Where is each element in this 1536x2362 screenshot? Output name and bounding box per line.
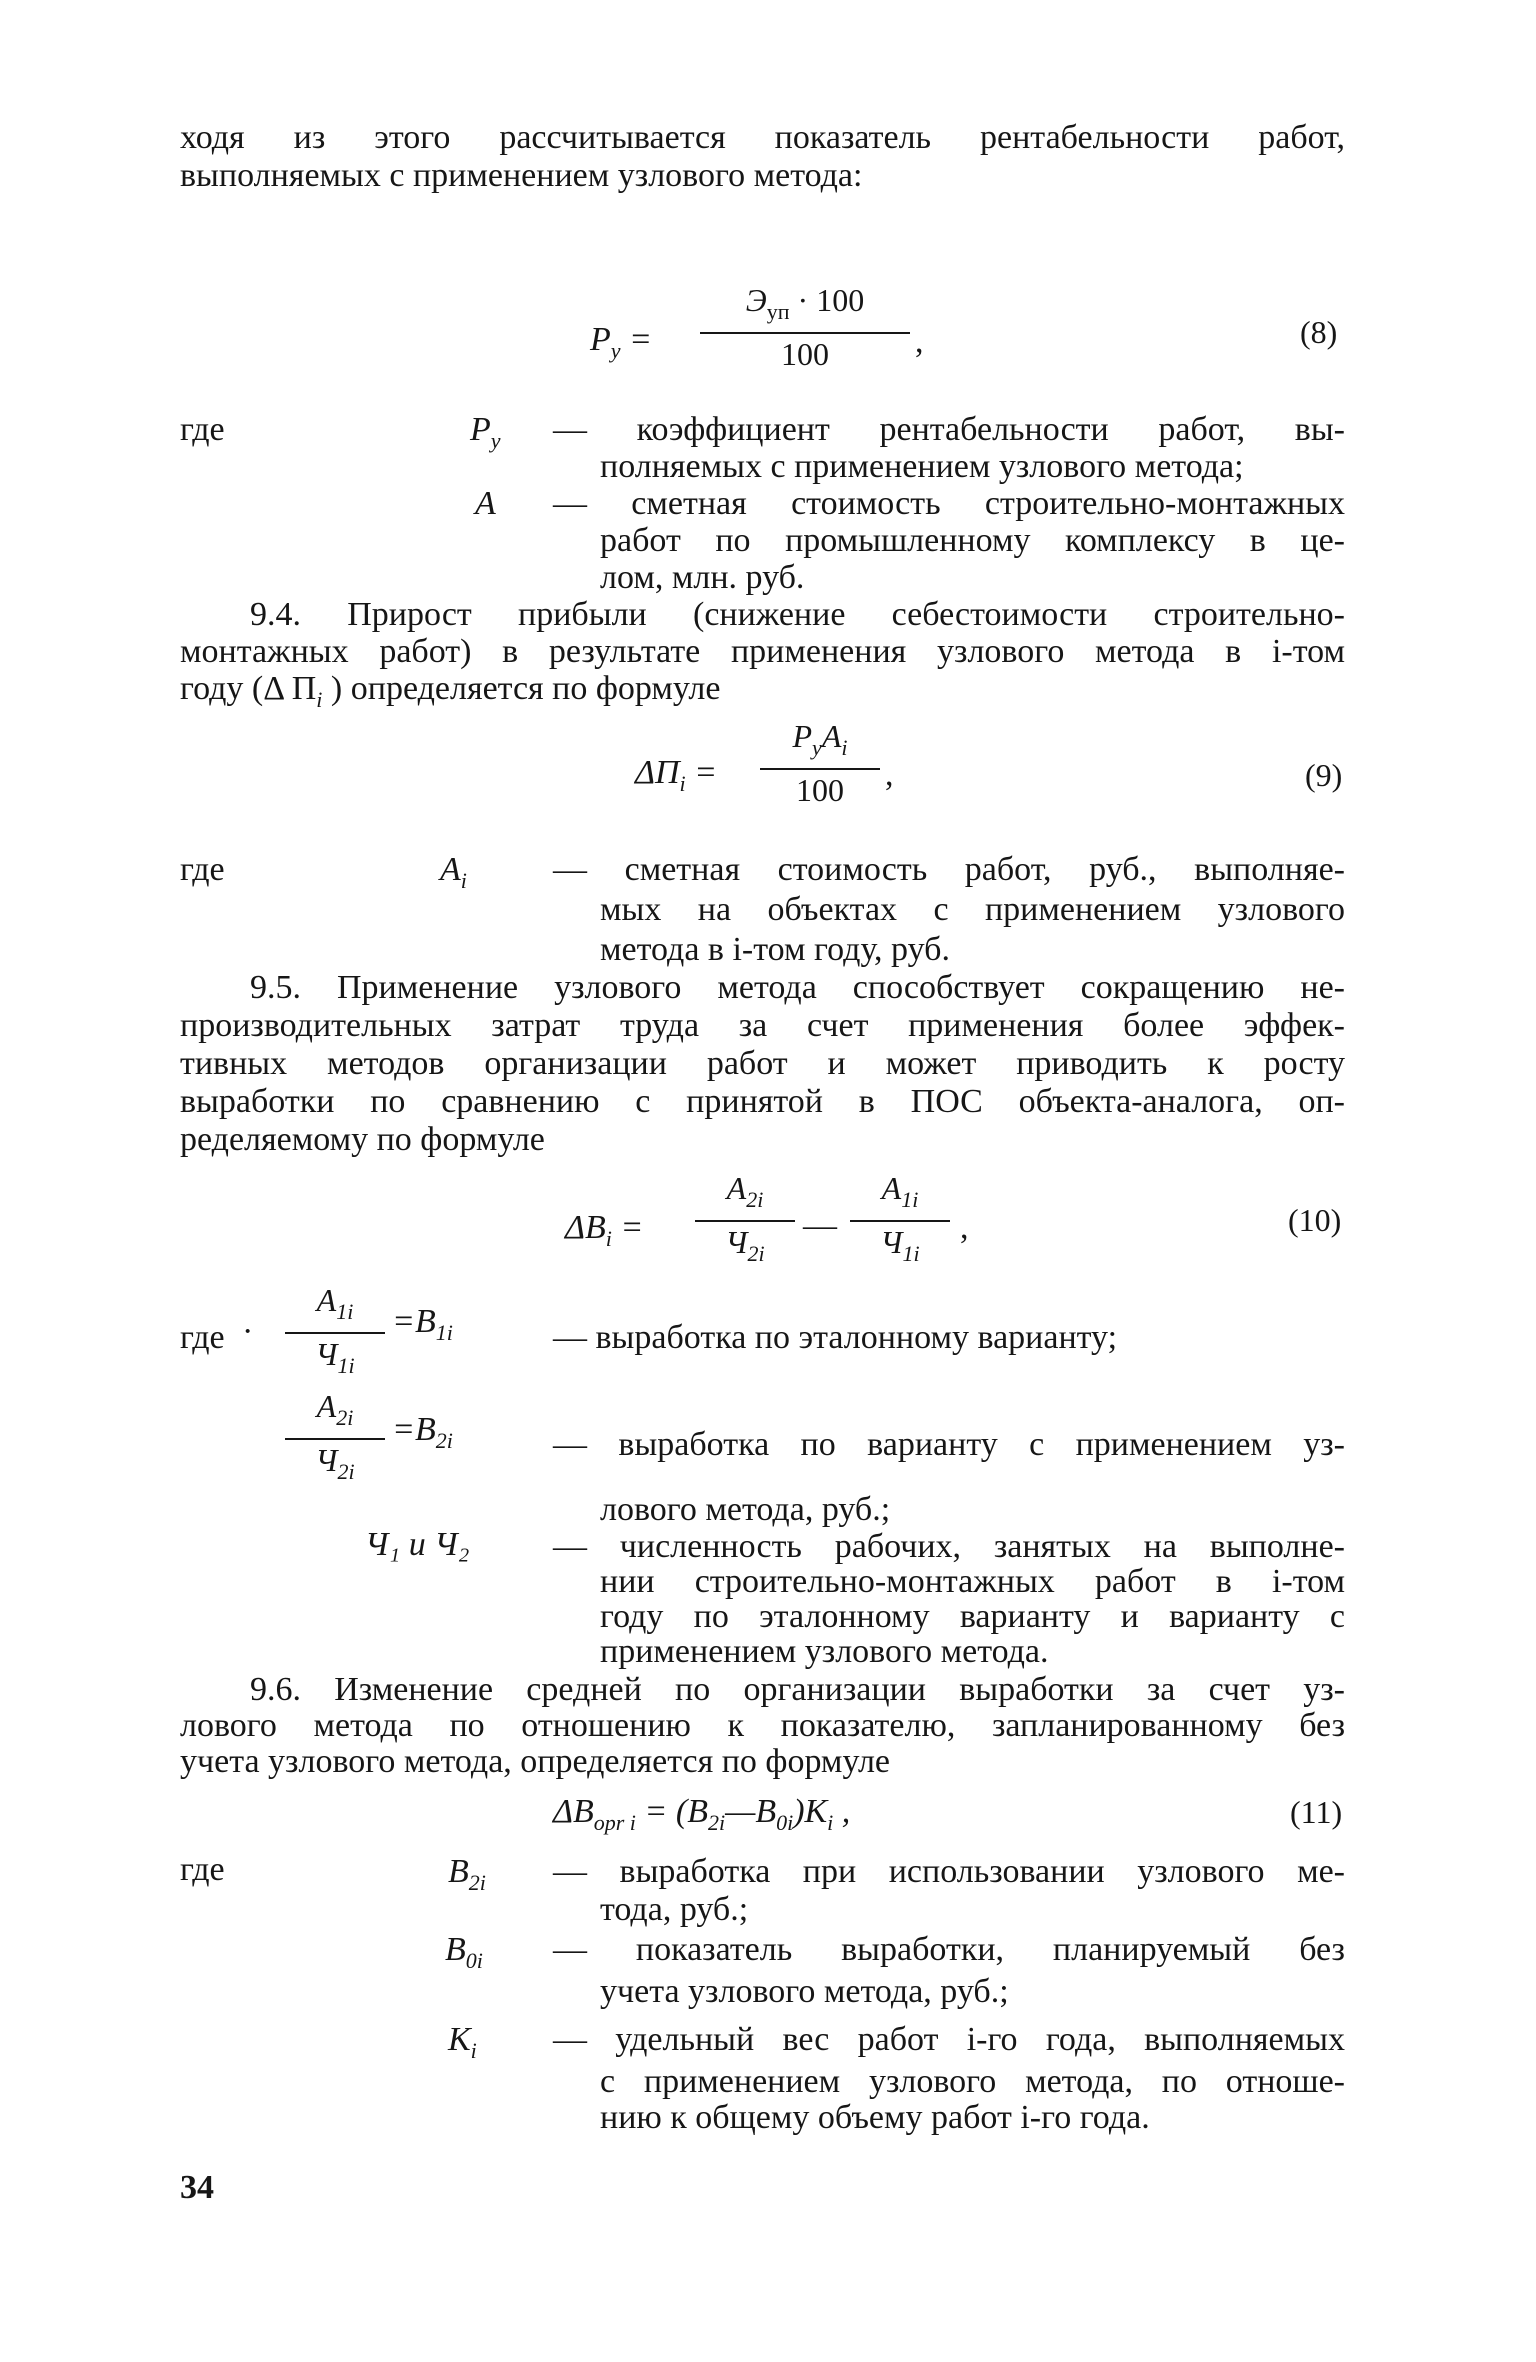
where10-def-1: — выработка по эталонному варианту; <box>553 1319 1118 1356</box>
where10-fraction-1: $А_{1i}$ $Ч_{1i}$ <box>285 1282 385 1384</box>
eq9-lhs: $\Delta П_i$ = <box>635 754 718 796</box>
eq10-lhs: $\Delta В_i$ = <box>565 1209 644 1251</box>
where11-sym-2: $В_{0i}$ <box>445 1931 483 1973</box>
where8-def-1-line-1: — коэффициент рентабельности работ, вы- <box>553 411 1345 448</box>
p94-line-3: году (Δ $П_i$ ) определяется по формуле <box>180 670 721 712</box>
where8-def-2-line-2: работ по промышленному комплексу в це- <box>600 522 1345 559</box>
where11-def-1-line-2: тода, руб.; <box>600 1891 749 1928</box>
p94-line-1: 9.4. Прирост прибыли (снижение себестоимости строительно- <box>250 596 1345 633</box>
where11-def-3-line-1: — удельный вес работ i-го года, выполняемых <box>553 2021 1345 2058</box>
where10-def-3-line-1: — численность рабочих, занятых на выполне- <box>553 1528 1345 1565</box>
p95-line-2: производительных затрат труда за счет применения более эффек- <box>180 1007 1345 1044</box>
where10-def-2-line-2: лового метода, руб.; <box>600 1491 891 1528</box>
where8-def-2-line-3: лом, млн. руб. <box>600 559 805 596</box>
where9-line-3: метода в i-том году, руб. <box>600 931 950 968</box>
where10-def-3-line-3: году по эталонному варианту и варианту с <box>600 1598 1345 1635</box>
where11-gde: где <box>180 1851 225 1888</box>
where8-def-1-line-2: полняемых с применением узлового метода; <box>600 448 1244 485</box>
p95-line-1: 9.5. Применение узлового метода способствует сокращению не- <box>250 969 1345 1006</box>
p96-line-3: учета узлового метода, определяется по формуле <box>180 1743 891 1780</box>
equation-11: $\Delta В_{opr i}$ = $(В_{2i}—В_{0i})К_i$ , <box>553 1793 851 1835</box>
where10-def-2-line-1: — выработка по варианту с применением уз- <box>553 1426 1345 1463</box>
eq10-fraction-2: $А_{1i}$ $Ч_{1i}$ <box>850 1170 950 1272</box>
where11-def-2-line-1: — показатель выработки, планируемый без <box>553 1931 1345 1968</box>
where10-def-3-line-2: нии строительно-монтажных работ в i-том <box>600 1563 1345 1600</box>
eq8-fraction: $Э_{уп} \cdot 100$ 100 <box>700 282 910 372</box>
where10-rhs-2: $=В_{2i}$ <box>392 1411 453 1453</box>
where11-def-1-line-1: — выработка при использовании узлового ме- <box>553 1853 1345 1890</box>
where8-sym-2: А <box>475 485 496 522</box>
eq9-fraction: $Р_уА_i$ 100 <box>760 718 880 808</box>
where9-gde: где <box>180 851 225 888</box>
where9-line-2: мых на объектах с применением узлового <box>600 891 1345 928</box>
where10-gde: где <box>180 1319 225 1356</box>
where8-gde: где <box>180 411 225 448</box>
p94-line-2: монтажных работ) в результате применения узлового метода в i-том <box>180 633 1345 670</box>
intro-line-2: выполняемых с применением узлового метода: <box>180 157 863 194</box>
p95-line-5: ределяемому по формуле <box>180 1121 545 1158</box>
document-page: ходя из этого рассчитывается показатель рентабельности работ, выполняемых с применением узлового метода: $Р_у$ = $Э_{уп} \cdot 100$ 100 , (8) где $Р_у$ — коэффициент рентабельности работ, вы- полняемых с применением узлового метода; А — сметная стоимость строительно-монтажных работ по промышленному комплексу в це- лом, млн. руб. 9.4. Прирост прибыли (снижение себестоимости строительно- монтажных работ) в результате применения узлового метода в i-том году (Δ $П_i$ ) определяется по формуле $\Delta П_i$ = $Р_уА_i$ 100 , (9) где $А_i$ — сметная стоимость работ, руб., выполняе- мых на объектах с применением узлового метода в i-том году, руб. 9.5. Применение узлового метода способствует сокращению не- производительных затрат труда за счет применения более эффек- тивных методов организации работ и может приводить к росту выработки по сравнению с принятой в ПОС объекта-аналога, оп- ределяемому по формуле $\Delta В_i$ = $А_{2i}$ $Ч_{2i}$ — $А_{1i}$ $Ч_{1i}$ , (10) где · $А_{1i}$ $Ч_{1i}$ $=В_{1i}$ — выработка по эталонному варианту; $А_{2i}$ $Ч_{2i}$ $=В_{2i}$ — выработка по варианту с применением уз- лового метода, руб.; Ч₁ и Ч₂ — численность рабочих, занятых на выполне- нии строительно-монтажных работ в i-том году по эталонному варианту и варианту с применением узлового метода. 9.6. Изменение средней по организации выработки за счет уз- лового метода по отношению к показателю, запланированному без учета узлового метода, определяется по формуле $\Delta В_{opr i}$ = $(В_{2i}—В_{0i})К_i$ , (11) где $В_{2i}$ — выработка при использовании узлового ме- тода, руб.; $В_{0i}$ — показатель выработки, планируемый без учета узлового метода, руб.; $К_i$ — удельный вес работ i-го года, выполняемых с применением узлового метода, по отноше- нию к общему объему работ i-го года. 34 <box>180 119 1345 2206</box>
where11-def-2-line-2: учета узлового метода, руб.; <box>600 1973 1009 2010</box>
p95-line-3: тивных методов организации работ и может приводить к росту <box>180 1045 1345 1082</box>
where11-sym-3: $К_i$ <box>448 2021 477 2063</box>
where10-def-3-line-4: применением узлового метода. <box>600 1633 1049 1670</box>
where10-sym-3: Ч₁ и Ч₂ <box>365 1526 470 1563</box>
p96-line-1: 9.6. Изменение средней по организации выработки за счет уз- <box>250 1671 1345 1708</box>
where10-rhs-1: $=В_{1i}$ <box>392 1303 453 1345</box>
eq11-number: (11) <box>1290 1794 1343 1830</box>
where10-fraction-2: $А_{2i}$ $Ч_{2i}$ <box>285 1388 385 1490</box>
page-number: 34 <box>180 2169 214 2206</box>
where9-line-1: — сметная стоимость работ, руб., выполняе- <box>553 851 1345 888</box>
where11-def-3-line-3: нию к общему объему работ i-го года. <box>600 2099 1150 2136</box>
eq10-fraction-1: $А_{2i}$ $Ч_{2i}$ <box>695 1170 795 1272</box>
where8-sym-1: $Р_у$ <box>470 411 501 453</box>
where11-def-3-line-2: с применением узлового метода, по отноше- <box>600 2063 1345 2100</box>
p95-line-4: выработки по сравнению с принятой в ПОС объекта-аналога, оп- <box>180 1083 1345 1120</box>
p96-line-2: лового метода по отношению к показателю, запланированному без <box>180 1707 1345 1744</box>
intro-line-1: ходя из этого рассчитывается показатель рентабельности работ, <box>180 119 1345 156</box>
eq8-lhs: $Р_у$ = <box>590 321 652 363</box>
eq9-number: (9) <box>1305 757 1343 793</box>
where8-def-2-line-1: — сметная стоимость строительно-монтажных <box>553 485 1345 522</box>
where11-sym-1: $В_{2i}$ <box>448 1853 486 1895</box>
eq8-number: (8) <box>1300 314 1338 350</box>
eq10-number: (10) <box>1288 1202 1342 1238</box>
where9-sym: $А_i$ <box>440 851 467 893</box>
